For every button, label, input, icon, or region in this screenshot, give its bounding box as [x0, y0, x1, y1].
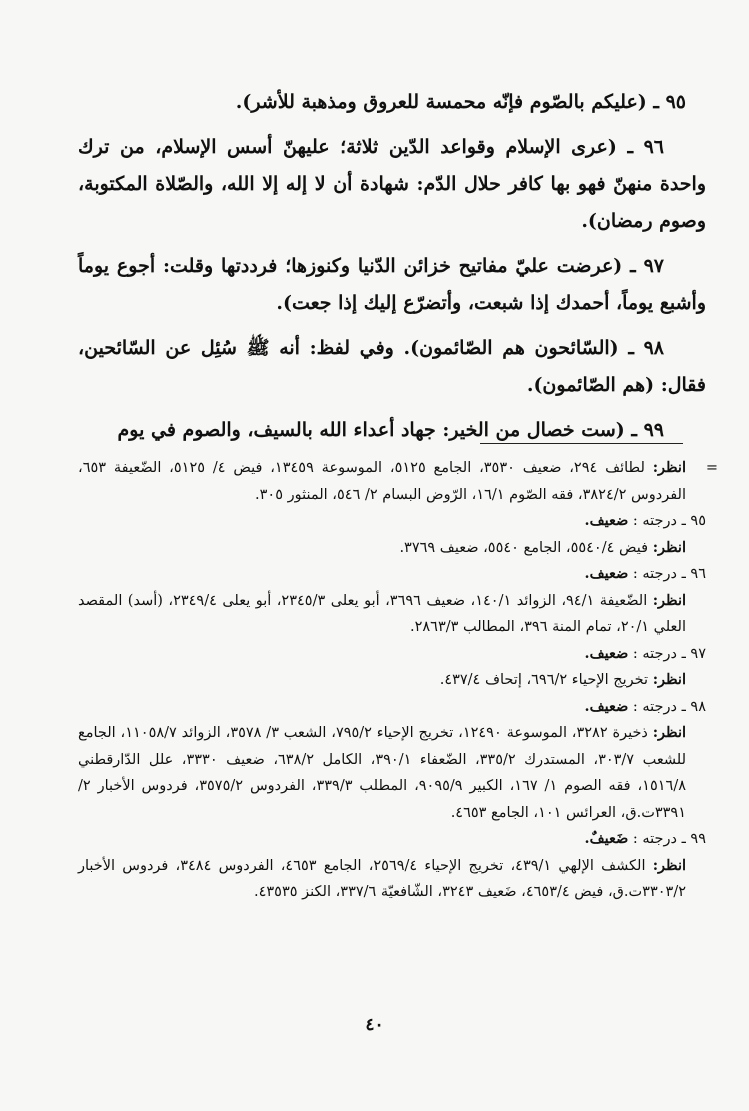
grade-value: ضعيف.	[584, 644, 629, 662]
hadith-number: ٩٨	[643, 337, 665, 359]
grade-label: درجته :	[632, 645, 677, 662]
main-text	[78, 84, 706, 457]
grade-label: درجته :	[632, 698, 677, 715]
footnote-number: ٩٩ ـ	[681, 831, 706, 847]
grade-value: ضعيف.	[584, 697, 629, 715]
footnote-number: ٩٨ ـ	[681, 698, 706, 715]
sources-text: الضّعيفة ٩٤/١، الزوائد ١٤٠/١، ضعيف ٣٦٩٦، أبو يعلى ٢٣٤٥/٣، أبو يعلى ٢٣٤٩/٤، (أسد) المقصد العلي ٢٠/١، تمام المنة ٣٩٦، المطالب ٢٨٦٣/٣.	[78, 592, 686, 635]
footnote-sources-99	[78, 853, 706, 906]
see-label: انظر:	[652, 671, 686, 688]
hadith-text: (ست خصال من الخير: جهاد أعداء الله بالسيف، والصوم في يوم	[117, 419, 625, 441]
footnote-grade-99	[78, 826, 706, 853]
footnote-grade-98	[78, 694, 706, 721]
sources-text: الكشف الإلهي ٤٣٩/١، تخريج الإحياء ٢٥٦٩/٤، الجامع ٤٦٥٣، الفردوس ٣٤٨٤، فردوس الأخبار ٣٣٠٣/٢ت.ق، فيض ٤٦٥٣/٤، ضَعيف ٣٢٤٣، الشّافعيّة ٣٣٧/٦، الكنز ٤٣٥٣٥.	[78, 857, 686, 900]
footnote-sources-95	[78, 535, 706, 562]
hadith-98: ٩٨ ـ (السّائحون هم الصّائمون). وفي لفظ: أنه ﷺ سُئِل عن السّائحين، فقال: (هم الصّائمون).	[78, 337, 706, 396]
grade-label: درجته :	[632, 831, 677, 847]
see-label: انظر:	[652, 724, 687, 741]
grade-value: ضعيف.	[584, 512, 629, 529]
footnote-number: ٩٧ ـ	[681, 645, 706, 662]
hadith-97: ٩٧ ـ (عرضت عليّ مفاتيح خزائن الدّنيا وكنوزها؛ فرددتها وقلت: أجوع يوماً وأشبع يوماً، أحمدك إذا شبعت، وأتضرّع إليك إذا جعت).	[78, 255, 706, 314]
hadith-96: ٩٦ ـ (عرى الإسلام وقواعد الدّين ثلاثة؛ عليهنّ أسس الإسلام، من ترك واحدة منهنّ فهو بها كافر حلال الدّم: شهادة أن لا إله إلا الله، والصّلاة المكتوبة، وصوم رمضان).	[78, 136, 706, 232]
grade-value: ضعيف.	[584, 565, 629, 582]
page-number: ٤٠	[365, 1015, 384, 1035]
grade-label: درجته :	[632, 566, 677, 582]
footnote-grade-96	[78, 561, 706, 588]
hadith-number: ٩٥	[665, 91, 686, 113]
footnote-grade-95	[78, 508, 706, 535]
footnote-continued	[78, 455, 718, 508]
footnote-sources-98	[78, 720, 706, 826]
sources-text: ذخيرة ٣٢٨٢، الموسوعة ١٢٤٩٠، تخريج الإحياء ٧٩٥/٢، الشعب ٣/ ٣٥٧٨، الزوائد ١١٠٥٨/٧، الجامع للشعب ٣٠٣/٧، المستدرك ٣٣٥/٢، الضّعفاء ٣٩٠/١، الكامل ٦٣٨/٢، ضعيف ٣٣٣٠، علل الدّارقطني ١٥١٦/٨، فقه الصوم ١/ ١٦٧، الكبير ٩٠٩٥/٩، المطلب ٣٣٩/٣، الفردوس ٣٥٧٥/٢، فردوس الأخبار ٢/ ٣٣٩١ت.ق، العرائس ١٠١، الجامع ٤٦٥٣.	[78, 725, 686, 821]
sources-text: تخريج الإحياء ٦٩٦/٢، إتحاف ٤٣٧/٤.	[439, 672, 649, 688]
see-label: انظر:	[652, 591, 687, 609]
hadith-number: ٩٩	[643, 419, 664, 441]
footnote-number: ٩٦ ـ	[681, 566, 706, 582]
footnote-sources-96	[78, 588, 706, 641]
hadith-99: ٩٩ ـ (ست خصال من الخير: جهاد أعداء الله بالسيف، والصوم في يوم	[117, 419, 664, 441]
hadith-text: (السّائحون هم الصّائمون). وفي لفظ: أنه ﷺ سُئِل عن السّائحين، فقال: (هم الصّائمون).	[78, 337, 706, 396]
grade-value: ضَعيفٌ.	[584, 830, 629, 847]
continuation-mark: =	[705, 460, 718, 476]
sources-text: فيض ٥٥٤٠/٤، الجامع ٥٥٤٠، ضعيف ٣٧٦٩.	[399, 539, 649, 556]
footnote-grade-97	[78, 641, 706, 668]
footnote-separator	[480, 443, 683, 444]
sources-text: لطائف ٢٩٤، ضعيف ٣٥٣٠، الجامع ٥١٢٥، الموسوعة ١٣٤٥٩، فيض ٤/ ٥١٢٥، الضّعيفة ٦٥٣، الفردوس ٣٨٢٤/٢، فقه الصّوم ١٦/١، الرّوض البسام ٢/ ٥٤٦، المنثور ٣٠٥.	[78, 460, 686, 503]
footnotes	[78, 455, 718, 906]
see-label: انظر:	[652, 459, 686, 476]
see-label: انظر:	[652, 538, 686, 556]
footnote-sources-97	[78, 667, 706, 694]
hadith-text: (عليكم بالصّوم فإنّه محمسة للعروق ومذهبة للأشر).	[235, 91, 647, 113]
see-label: انظر:	[652, 856, 687, 874]
hadith-text: (عرى الإسلام وقواعد الدّين ثلاثة؛ عليهنّ أسس الإسلام، من ترك واحدة منهنّ فهو بها كافر حلال الدّم: شهادة أن لا إله إلا الله، والصّلاة المكتوبة، وصوم رمضان).	[78, 136, 706, 232]
hadith-number: ٩٧	[643, 255, 665, 277]
hadith-text: (عرضت عليّ مفاتيح خزائن الدّنيا وكنوزها؛ فرددتها وقلت: أجوع يوماً وأشبع يوماً، أحمدك إذا شبعت، وأتضرّع إليك إذا جعت).	[78, 255, 706, 314]
hadith-number: ٩٦	[643, 136, 664, 158]
grade-label: درجته :	[632, 513, 677, 529]
hadith-95: ٩٥ ـ (عليكم بالصّوم فإنّه محمسة للعروق ومذهبة للأشر).	[235, 91, 686, 113]
footnote-number: ٩٥ ـ	[681, 513, 706, 529]
